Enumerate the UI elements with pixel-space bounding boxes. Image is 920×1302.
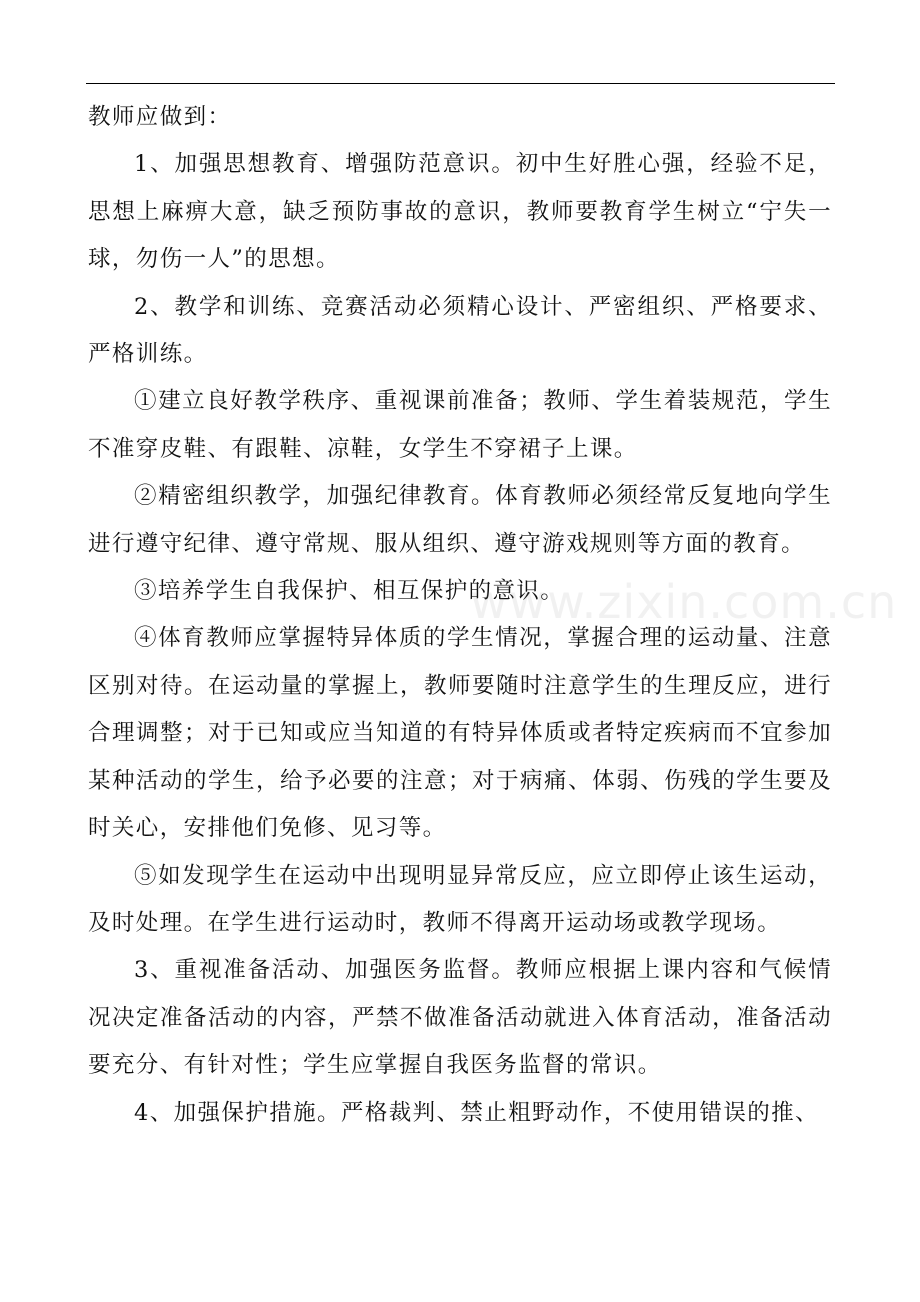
paragraph-2-item-5: ⑤如发现学生在运动中出现明显异常反应，应立即停止该生运动，及时处理。在学生进行运动时，教师不得离开运动场或教学现场。 [88, 862, 832, 936]
paragraph-2-item-3: ③培养学生自我保护、相互保护的意识。 [134, 578, 565, 605]
header-rule [86, 83, 835, 84]
paragraph-4: 4、加强保护措施。严格裁判、禁止粗野动作，不使用错误的推、 [134, 1099, 819, 1126]
paragraph-1: 1、加强思想教育、增强防范意识。初中生好胜心强，经验不足，思想上麻痹大意，缺乏预防事故的意识，教师要教育学生树立“宁失一球，勿伤一人”的思想。 [88, 151, 832, 273]
paragraph-2-item-1: ①建立良好教学秩序、重视课前准备；教师、学生着装规范，学生不准穿皮鞋、有跟鞋、凉鞋，女学生不穿裙子上课。 [88, 388, 832, 462]
paragraph-2-item-2: ②精密组织教学，加强纪律教育。体育教师必须经常反复地向学生进行遵守纪律、遵守常规、服从组织、遵守游戏规则等方面的教育。 [88, 483, 832, 557]
paragraph-2: 2、教学和训练、竞赛活动必须精心设计、严密组织、严格要求、严格训练。 [88, 293, 832, 368]
paragraph-3: 3、重视准备活动、加强医务监督。教师应根据上课内容和气候情况决定准备活动的内容，严禁不做准备活动就进入体育活动，准备活动要充分、有针对性；学生应掌握自我医务监督的常识。 [88, 957, 832, 1079]
intro-line: 教师应做到： [88, 104, 232, 130]
paragraph-2-item-4: ④体育教师应掌握特异体质的学生情况，掌握合理的运动量、注意区别对待。在运动量的掌握上，教师要随时注意学生的生理反应，进行合理调整；对于已知或应当知道的有特异体质或者特定疾病而不宜参加某种活动的学生，给予必要的注意；对于病痛、体弱、伤残的学生要及时关心，安排他们免修、见习等。 [88, 625, 832, 842]
document-body [88, 94, 832, 1137]
watermark: www.zixin.com.cn [470, 575, 898, 629]
